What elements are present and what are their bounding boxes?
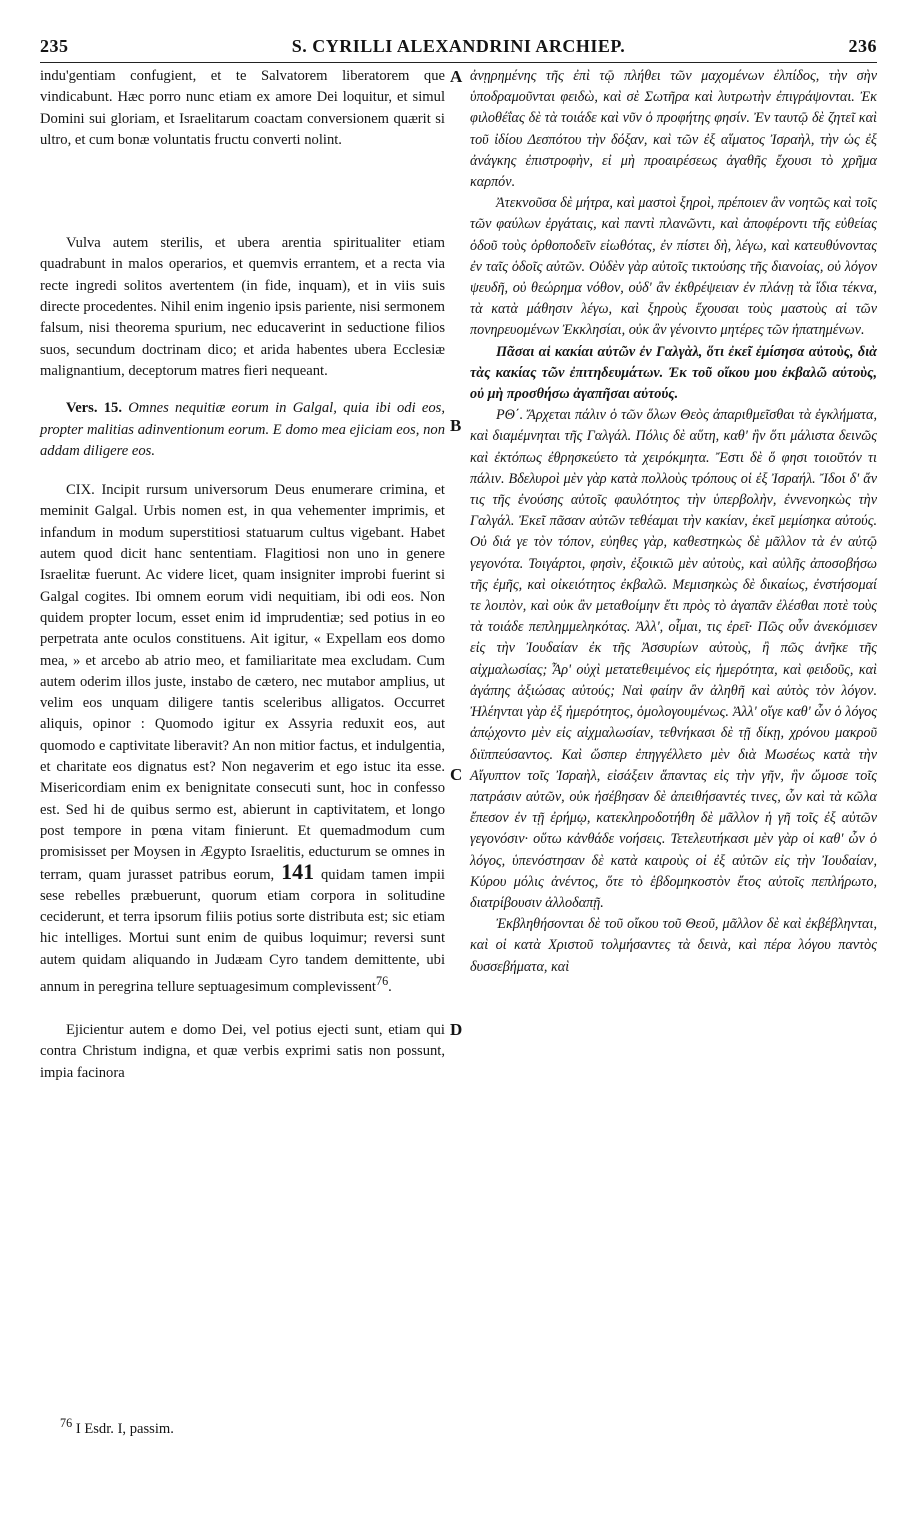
latin-paragraph: CIX. Incipit rursum universorum Deus enumerare crimina, et meminit Galgal. Urbis nomen est, in qua vehementer imprimis, et infandum in modum superstitiosi statuarum cultus vigebant. Habet autem quod dicit hanc sententiam. Flagitiosi non uno in genere Israelitæ fuerunt. Ac videre licet, quam insigniter improbi fuerint si Galgal cogites. Ibi omnem eorum vidi nequitiam, ibi odi eos. Non quidem propter locum, esset enim id imprudentiæ; sed potius in eo perpetrata ante oculos constituens. Ait igitur, « Expellam eos domo mea, » et arcebo ab atrio meo, et familiaritate mea excludam. Cum autem oderim illos juste, instabo de cætero, nec mutabor amplius, ut velim eos unquam diligere tantis sceleribus alligatos. Occurret aliquis, opinor : Quomodo igitur ex Assyria reduxit eos, aut quomodo e captivitate liberavit? An non mitior factus, et indulgentia, et charitate eos dignatus est? Non negaverim et ego istuc ita esse. Misericordiam enim ex benignitate consecuti sunt, hoc in confesso est. Sed hi de quibus sermo est, abierunt in captivitatem, et longo post tempore in pœna vitam finierunt. Et quemadmodum cum promisisset per Moysen in Ægypto Israelitis, educturum se omnes in terram, quam jurasset patribus eorum, 141 quidam tamen impii sese rebelles præbuerunt, quorum etiam corpora in solitudine ceciderunt, et terra ipsorum filiis potius sorte distributa est; sic etiam hic intelliges. Mortui sunt enim de quibus loquimur; reversi sunt autem quidam aliquando in Judæam Cyro tandem demittente, ubi annum in peregrina tellure septuagesimum complevissent$^{76}$. — [40, 482, 445, 995]
greek-paragraph: ἀνῃρημένης τῆς ἐπὶ τῷ πλήθει τῶν μαχομένων ἐλπίδος, τὴν σὴν ὑποδραμοῦνται φειδὼ, καὶ σὲ Σωτῆρα καὶ λυτρωτὴν ἐπιγράψονται. Ἐκ φιλοθέΐας δὲ τὰ τοιάδε καὶ νῦν ὁ προφήτης φησίν. Ἐν ταυτῷ δὲ ζητεῖ καὶ τοῦ ἰδίου Δεσπότου τὴν δόξαν, καὶ τῶν ἐξ αἵματος Ἰσραὴλ, τὴν ὡς ἐξ ἀνάγκης ἐπιστροφὴν, εἰ μὴ προαιρέσεως ἀγαθῆς ἔχουσι τὸ χρῆμα καρπόν. — [470, 68, 877, 191]
verse-text: Omnes nequitiæ eorum in Galgal, quia ibi odi eos, propter malitias adinventionum eorum. E domo mea ejiciam eos, non addam diligere eos. — [40, 400, 446, 459]
running-head: S. CYRILLI ALEXANDRINI ARCHIEP. — [291, 36, 626, 56]
greek-column — [470, 66, 877, 978]
footnote-reference: 76 — [375, 973, 389, 988]
margin-letter-d: D — [450, 1020, 463, 1039]
latin-paragraph: Vulva autem sterilis, et ubera arentia spiritualiter etiam quadrabunt in malos operarios, et quemvis errantem, et a recta via recte ingredi solitos avertentem (in fide, inquam), et in viis suis directe procedentes. Nihil enim ingenio ipsis pariente, nisi sermonem falsum, nisi theorema spurium, nec educaverint in seductione filios suos, secundum doctrinam dico; et arida habentes ubera Ecclesiæ malignantium, deceptorum matres fieri nequeant. — [40, 235, 445, 379]
greek-verse: Πᾶσαι αἱ κακίαι αὐτῶν ἐν Γαλγὰλ, ὅτι ἐκεῖ ἐμίσησα αὐτοὺς, διὰ τὰς κακίας τῶν ἐπιτηδευμάτων. Ἐκ τοῦ οἴκου μου ἐκβαλῶ αὐτοὺς, οὐ μὴ προσθήσω ἀγαπῆσαι αὐτούς. — [470, 343, 877, 403]
page-number-left: 235 — [40, 36, 69, 56]
greek-paragraph: Ἐκβληθήσονται δὲ τοῦ οἴκου τοῦ Θεοῦ, μᾶλλον δὲ καὶ ἐκβέβληνται, καὶ οἱ κατὰ Χριστοῦ τολμήσαντες τὰ δεινὰ, καὶ πέρα λόγου παντὸς δυσσεβήματα, καὶ — [470, 916, 877, 975]
margin-letter-a: A — [450, 67, 463, 86]
latin-column — [40, 66, 445, 1084]
footnote-mark: 76 — [60, 1416, 73, 1430]
footnote-text: I Esdr. I, passim. — [75, 1420, 174, 1437]
verse-label: Vers. 15. — [66, 400, 122, 417]
header-rule — [40, 62, 877, 63]
latin-text: quidam tamen impii sese rebelles præbuerunt, quorum etiam corpora in solitudine ceciderunt, et terra ipsorum filiis potius sorte distributa est; sic etiam hic intelliges. Mortui sunt enim de quibus loquimur; reversi sunt autem quidam aliquando in Judæam Cyro tandem demittente, ubi annum in peregrina tellure septuagesimum complevissent — [40, 866, 445, 995]
latin-paragraph: Ejicientur autem e domo Dei, vel potius ejecti sunt, etiam qui contra Christum indigna, et quæ verbis exprimi satis non possunt, impia facinora — [40, 1022, 445, 1081]
margin-letter-c: C — [450, 765, 463, 784]
margin-letter-b: B — [450, 416, 462, 435]
page-header — [40, 36, 877, 60]
latin-verse — [40, 398, 445, 462]
column-number: 141 — [281, 858, 315, 884]
page-number-right: 236 — [848, 36, 877, 56]
latin-text: CIX. Incipit rursum universorum Deus enumerare crimina, et meminit Galgal. Urbis nomen est, in qua vehementer imprimis, et infandum in modum superstitiosi statuarum cultus vigebant. Habet autem quod dicit hanc sententiam. Flagitiosi non uno in genere Israelitæ fuerunt. Ac videre licet, quam insigniter improbi fuerint si Galgal cogites. Ibi omnem eorum vidi nequitiam, ibi odi eos. Non quidem propter locum, esset enim id imprudentiæ; sed potius in eo perpetrata ante oculos constituens. Ait igitur, « Expellam eos domo mea, » et arcebo ab atrio meo, et familiaritate mea excludam. Cum autem oderim illos juste, instabo de cætero, nec mutabor amplius, ut velim eos unquam diligere tantis sceleribus alligatos. Occurret aliquis, opinor : Quomodo igitur ex Assyria reduxit eos, aut quomodo e captivitate liberavit? An non mitior factus, et indulgentia, et charitate eos dignatus est? Non negaverim et ego istuc ita esse. Misericordiam enim ex benignitate consecuti sunt, hoc in confesso est. Sed hi de quibus sermo est, abierunt in captivitatem, et longo post tempore in pœna vitam finierunt. Et quemadmodum cum promisisset per Moysen in Ægypto Israelitis, educturum se omnes in terram, quam jurasset patribus eorum, — [40, 482, 445, 883]
footnote — [60, 1416, 174, 1438]
latin-paragraph: indu'gentiam confugient, et te Salvatorem liberatorem que vindicabunt. Hæc porro nunc etiam ex amore Dei loquitur, et simul Domini sui gloriam, et Israelitarum coactam conversionem quærit si ultro, et cum bonæ voluntatis fructu converti nolint. — [40, 68, 445, 148]
greek-paragraph: ΡΘ΄. Ἄρχεται πάλιν ὁ τῶν ὅλων Θεὸς ἀπαριθμεῖσθαι τὰ ἐγκλήματα, καὶ διαμέμνηται τῆς Γαλγάλ. Πόλις δὲ αὕτη, καθ' ἣν ὅτι μάλιστα δεινῶς καὶ ἐκτόπως ἐθρησκεύετο τὰ χειρόκμητα. Ἔστι δὲ ὅ φησι τοιοῦτόν τι πάλιν. Βδελυροὶ μὲν γὰρ κατὰ πολλοὺς τρόπους οἱ ἐξ Ἰσραήλ. Ἴδοι δ' ἄν τις τῆς ἐνούσης αὐτοῖς φαυλότητος τὴν ὑπερβολὴν, ἐννενοηκὼς τὴν Γαλγάλ. Ἐκεῖ πᾶσαν αὐτῶν τεθέαμαι τὴν κακίαν, ἐκεῖ μεμίσηκα αὐτούς. Οὐ διά γε τὸν τόπον, εὐηθες γὰρ, καθεστηκὼς δὲ μᾶλλον τὰ ἐν αὐτῷ γεγονότα. Τοιγάρτοι, φησὶν, ἐξοικιῶ μὲν αὐτοὺς, καὶ αὐλῆς ἀποσοβήσω τῆς ἐμῆς, καὶ οἰκειότητος ἐκβαλῶ. Μεμισηκὼς δὲ δικαίως, ἐνστήσομαί τε λοιπὸν, καὶ οὐκ ἂν μεταθοίμην ἔτι πρὸς τὸ ἀγαπᾶν ἐλέσθαι ποτὲ τοὺς τὰ τοιάδε πεπλημμεληκότας. Ἀλλ', οἶμαι, τις ἐρεῖ· Πῶς οὖν ἀνεκόμισεν εἰς τὴν Ἰουδαίαν ἐκ τῆς Ἀσσυρίων αὐτοὺς, ἢ πῶς ἀνῆκε τῆς αἰχμαλωσίας; Ἆρ' οὐχὶ μετατεθειμένος εἰς ἡμερότητα, καὶ φειδοῦς, καὶ ἀγάπης ἀξιώσας αὐτούς; Ναὶ φαίην ἂν ἀληθῆ καὶ αὐτὸς τὸν λόγον. Ἠλέηνται γὰρ ἐξ ἡμερότητος, ὁμολογουμένως. Ἀλλ' οἵγε καθ' ὧν ὁ λόγος ἀπῴχοντο μὲν εἰς αἰχμαλωσίαν, τεθνήκασι δὲ τῇ δίκῃ, χρόνου μακροῦ διϊππεύσαντος. Καὶ ὥσπερ ἐπηγγέλλετο μὲν διὰ Μωσέως κατὰ τὴν Αἴγυπτον τοῖς Ἰσραὴλ, εἰσάξειν ἅπαντας εἰς τὴν γῆν, ἣν ὤμοσε τοῖς πατράσιν αὐτῶν, οὐκ ἠσέβησαν δὲ ἀπειθήσαντές τινες, ὧν καὶ τὰ κῶλα ἔπεσον ἐν τῇ ἐρήμῳ, κατεκληροδοτήθη δὲ μᾶλλον ἡ γῆ τοῖς ἐξ αὐτῶν γεγονόσιν· οὕτω κἀνθάδε νοήσεις. Τετελευτήκασι μὲν γὰρ οἱ καθ' ὧν ὁ λόγος, ὑπενόστησαν δὲ κατὰ καιροὺς οἱ ἐξ αὐτῶν εἰς τὴν Ἰουδαίαν, Κύρου μόλις ἀνέντος, ὅτε τὸ ἑβδομηκοστὸν ἔτος αὐτοῖς πεπλήρωτο, διατρίβουσιν ἀλλοδαπῇ. — [470, 407, 877, 911]
greek-paragraph: Ἀτεκνοῦσα δὲ μήτρα, καὶ μαστοὶ ξηροὶ, πρέποιεν ἂν νοητῶς καὶ τοῖς τῶν φαύλων ἐργάταις, καὶ παντὶ πλανῶντι, καὶ ἀποφέροντι τῆς εὐθείας ὁδοῦ τοὺς ὀρθοποδεῖν εἰωθότας, ἐν πίστει δὴ, λέγω, καὶ κατευθύνοντας ἐν ταῖς ὁδοῖς αὐτῶν. Οὐδὲν γὰρ αὐτοῖς τικτούσης τῆς διανοίας, οὐ λόγον ψευδῆ, οὐ θεώρημα νόθον, οὐδ' ἂν ἐκθρέψειαν ἐν πλάνῃ τὰ ἴδια τέκνα, τὰ κατὰ μάθησιν λέγω, καὶ ξηροὺς ἔχουσαι τοὺς μαστοὺς αἱ τῶν πονηρευομένων Ἐκκλησίαι, οὐκ ἂν γένοιντο μητέρες τῶν ἠπατημένων. — [470, 195, 877, 339]
